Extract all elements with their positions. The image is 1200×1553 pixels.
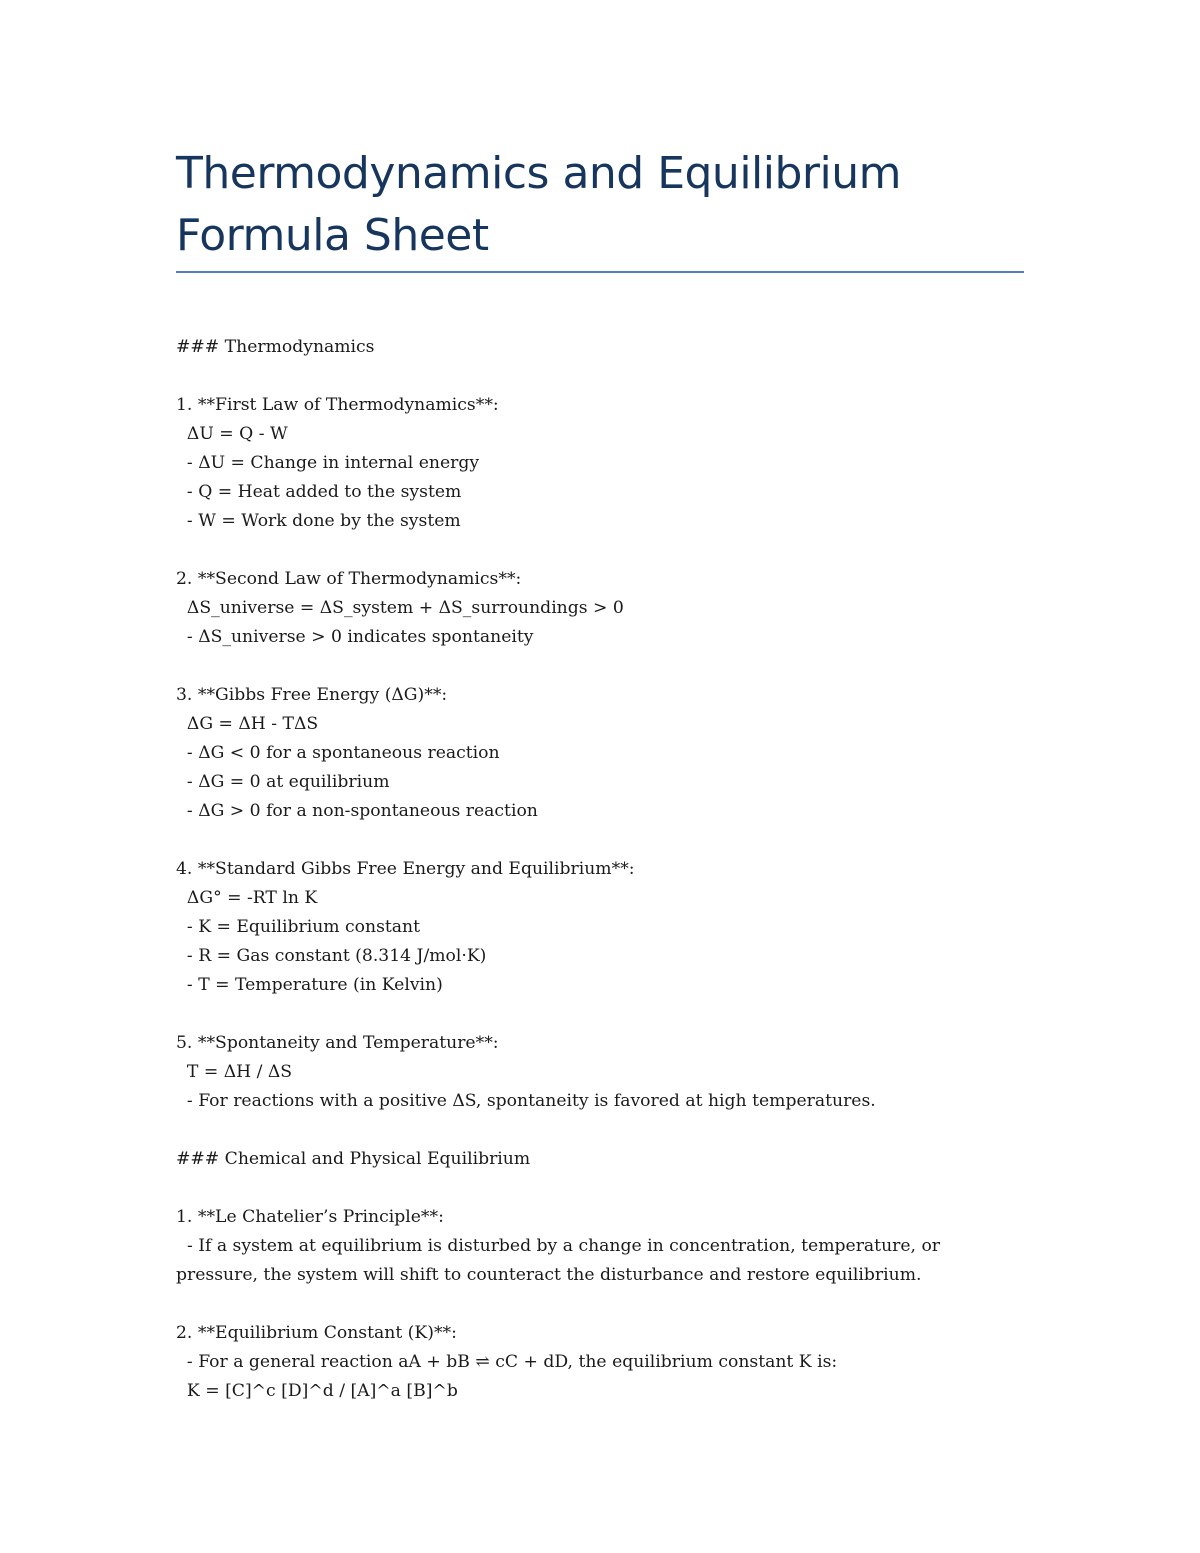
first-law-formula: ΔU = Q - W [176, 424, 288, 444]
blank-line [176, 652, 1026, 681]
standard-gibbs-item: - R = Gas constant (8.314 J/mol·K) [176, 946, 487, 966]
blank-line [176, 826, 1026, 855]
standard-gibbs-item: - T = Temperature (in Kelvin) [176, 975, 443, 995]
blank-line [176, 1116, 1026, 1145]
spontaneity-formula: T = ΔH / ΔS [176, 1062, 293, 1082]
equilibrium-constant-formula: K = [C]^c [D]^d / [A]^a [B]^b [176, 1381, 458, 1401]
equilibrium-constant-heading: 2. **Equilibrium Constant (K)**: [176, 1323, 457, 1343]
spontaneity-heading: 5. **Spontaneity and Temperature**: [176, 1033, 499, 1053]
le-chatelier-heading: 1. **Le Chatelier’s Principle**: [176, 1207, 444, 1227]
standard-gibbs-heading: 4. **Standard Gibbs Free Energy and Equilibrium**: [176, 859, 635, 879]
section-heading-equilibrium: ### Chemical and Physical Equilibrium [176, 1149, 531, 1169]
blank-line [176, 536, 1026, 565]
blank-line [176, 1174, 1026, 1203]
title-block [176, 143, 1024, 267]
blank-line [176, 362, 1026, 391]
blank-line [176, 1290, 1026, 1319]
section-heading-thermodynamics: ### Thermodynamics [176, 337, 375, 357]
standard-gibbs-item: - K = Equilibrium constant [176, 917, 421, 937]
gibbs-heading: 3. **Gibbs Free Energy (ΔG)**: [176, 685, 448, 705]
gibbs-item: - ΔG = 0 at equilibrium [176, 772, 390, 792]
standard-gibbs-formula: ΔG° = -RT ln K [176, 888, 318, 908]
gibbs-formula: ΔG = ΔH - TΔS [176, 714, 319, 734]
le-chatelier-text: - If a system at equilibrium is disturbed by a change in concentration, temperature, or pressure, the system will shift to counteract the disturbance and restore equilibrium. [176, 1236, 946, 1285]
spontaneity-item: - For reactions with a positive ΔS, spontaneity is favored at high temperatures. [176, 1091, 876, 1111]
second-law-formula: ΔS_universe = ΔS_system + ΔS_surroundings > 0 [176, 598, 624, 618]
first-law-item: - Q = Heat added to the system [176, 482, 462, 502]
page-title-line-1: Thermodynamics and Equilibrium [176, 148, 901, 199]
title-underline [176, 271, 1024, 273]
gibbs-item: - ΔG > 0 for a non-spontaneous reaction [176, 801, 538, 821]
second-law-heading: 2. **Second Law of Thermodynamics**: [176, 569, 522, 589]
page-title-line-2: Formula Sheet [176, 210, 489, 261]
gibbs-item: - ΔG < 0 for a spontaneous reaction [176, 743, 500, 763]
document-body [176, 333, 1026, 1406]
first-law-heading: 1. **First Law of Thermodynamics**: [176, 395, 499, 415]
blank-line [176, 1000, 1026, 1029]
second-law-item: - ΔS_universe > 0 indicates spontaneity [176, 627, 534, 647]
first-law-item: - W = Work done by the system [176, 511, 461, 531]
first-law-item: - ΔU = Change in internal energy [176, 453, 480, 473]
equilibrium-constant-item: - For a general reaction aA + bB ⇌ cC + dD, the equilibrium constant K is: [176, 1352, 838, 1372]
